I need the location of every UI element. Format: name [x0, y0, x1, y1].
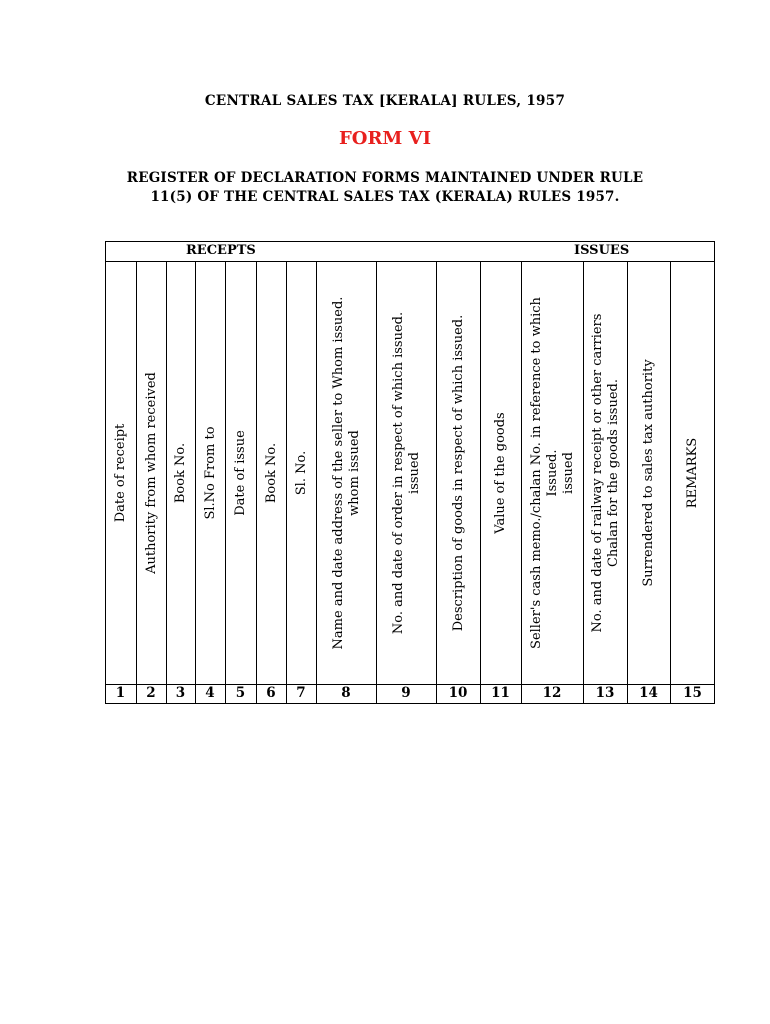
column-number: 6 — [266, 685, 276, 701]
column-header-1 — [106, 262, 136, 684]
column-number: 5 — [235, 685, 246, 701]
column-header-7 — [287, 262, 316, 684]
column-number: 1 — [115, 685, 126, 701]
column-number: 7 — [296, 685, 306, 701]
column-header-15 — [671, 262, 715, 684]
column-header-2 — [137, 262, 166, 684]
column-header-5 — [226, 262, 256, 684]
column-header-3 — [167, 262, 195, 684]
column-header-line: Date of issue — [233, 430, 248, 516]
register-title-line-2: 11(5) OF THE CENTRAL SALES TAX (KERALA) RULES 1957. — [150, 189, 620, 205]
column-header-line: Value of the goods — [493, 412, 508, 534]
column-header-9 — [377, 262, 436, 684]
column-header-text — [493, 412, 509, 533]
declaration-register-table — [105, 241, 715, 704]
column-header-14 — [628, 262, 670, 684]
column-number: 12 — [542, 685, 562, 701]
column-header-8 — [317, 262, 376, 684]
column-header-text — [173, 443, 189, 503]
column-header-line: issued — [560, 452, 576, 494]
register-title — [0, 169, 770, 207]
column-number: 8 — [341, 685, 351, 701]
column-header-line: issued — [406, 452, 422, 494]
column-header-text — [391, 312, 423, 634]
column-header-line: whom issued — [346, 430, 362, 516]
column-header-line: Name and date address of the seller to Whom issued. — [330, 296, 346, 650]
column-header-line: Seller's cash memo./chalan No. in reference to which — [528, 297, 544, 649]
column-number: 15 — [683, 685, 702, 701]
column-header-text — [113, 424, 129, 523]
column-header-text — [685, 438, 701, 508]
table-border-top — [105, 241, 715, 242]
column-header-11 — [481, 262, 521, 684]
column-header-13 — [584, 262, 627, 684]
column-header-line: REMARKS — [685, 437, 700, 509]
column-header-line: No. and date of railway receipt or other carriers — [589, 313, 605, 633]
column-header-12 — [522, 262, 583, 684]
form-title: FORM VI — [339, 128, 431, 149]
column-header-line: No. and date of order in respect of which issued. — [390, 311, 406, 635]
rules-title: CENTRAL SALES TAX [KERALA] RULES, 1957 — [204, 93, 566, 109]
column-header-10 — [437, 262, 480, 684]
column-header-text — [294, 451, 310, 495]
column-header-line: Chalan for the goods issued. — [605, 379, 621, 568]
column-header-text — [641, 359, 657, 586]
column-header-line: Book No. — [263, 442, 279, 504]
column-header-line: Date of receipt — [113, 423, 128, 523]
column-header-line: Authority from whom received — [143, 372, 159, 574]
issues-group-header: ISSUES — [574, 243, 630, 258]
column-header-text — [590, 314, 622, 633]
receipts-group-header: RECEPTS — [186, 243, 256, 258]
column-number: 4 — [205, 685, 215, 701]
column-number: 3 — [175, 685, 186, 701]
column-number: 9 — [401, 685, 411, 701]
column-header-text — [144, 372, 160, 574]
column-header-line: Issued. — [544, 449, 560, 497]
column-header-4 — [196, 262, 225, 684]
column-header-text — [203, 426, 219, 519]
column-number: 13 — [595, 685, 615, 701]
column-header-text — [529, 297, 577, 649]
column-header-text — [264, 443, 280, 503]
column-header-text — [331, 297, 363, 650]
column-header-line: Sl.No From to — [202, 426, 218, 520]
column-header-line: Description of goods in respect of which issued. — [450, 314, 466, 632]
register-title-line-1: REGISTER OF DECLARATION FORMS MAINTAINED UNDER RULE — [126, 170, 644, 186]
column-header-line: Sl. No. — [293, 450, 309, 496]
column-number: 11 — [491, 685, 510, 701]
column-header-line: Surrendered to sales tax authority — [641, 359, 656, 587]
column-number: 10 — [448, 685, 468, 701]
column-header-text — [451, 315, 467, 631]
column-header-line: Book No. — [173, 442, 188, 504]
column-number: 2 — [146, 685, 156, 701]
column-header-6 — [257, 262, 286, 684]
column-header-text — [233, 430, 249, 516]
column-number: 14 — [639, 685, 658, 701]
table-border-bottom — [105, 703, 715, 704]
